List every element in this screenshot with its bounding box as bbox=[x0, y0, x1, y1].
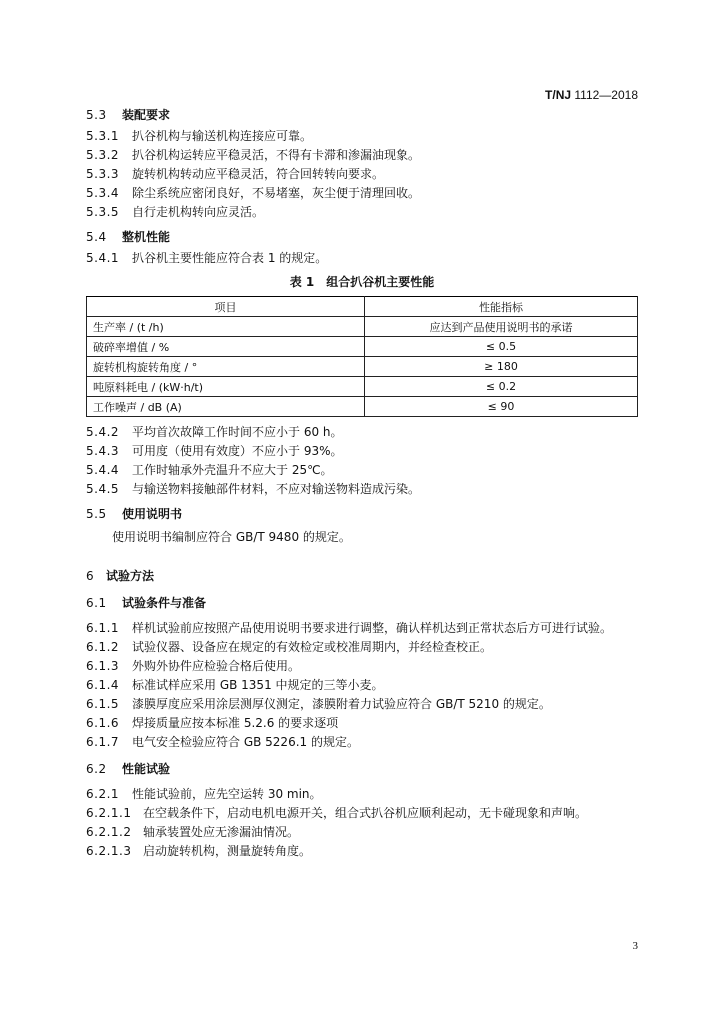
document-body bbox=[86, 106, 638, 861]
section-heading-6-2: 6.2 性能试验 bbox=[86, 762, 171, 776]
clause-6-2-1-1: 6.2.1.1 在空载条件下，启动电机电源开关，组合式扒谷机应顺利起动，无卡碰现象和声响。 bbox=[86, 806, 588, 820]
clause-5-3-1: 5.3.1 扒谷机构与输送机构连接应可靠。 bbox=[86, 129, 313, 143]
section-heading-5-4: 5.4 整机性能 bbox=[86, 230, 171, 244]
clause-5-5-text: 使用说明书编制应符合 GB/T 9480 的规定。 bbox=[112, 530, 351, 544]
clause-6-1-7: 6.1.7 电气安全检验应符合 GB 5226.1 的规定。 bbox=[86, 735, 359, 749]
performance-table bbox=[86, 296, 638, 417]
table-cell: 应达到产品使用说明书的承诺 bbox=[365, 317, 638, 337]
page-number: 3 bbox=[632, 940, 638, 952]
table-cell: 工作噪声 / dB (A) bbox=[87, 397, 365, 417]
clause-6-1-3: 6.1.3 外购外协件应检验合格后使用。 bbox=[86, 659, 301, 673]
clause-5-3-2: 5.3.2 扒谷机构运转应平稳灵活，不得有卡滞和渗漏油现象。 bbox=[86, 148, 421, 162]
clause-6-1-1: 6.1.1 样机试验前应按照产品使用说明书要求进行调整，确认样机达到正常状态后方可进行试验。 bbox=[86, 621, 613, 635]
clause-5-4-2: 5.4.2 平均首次故障工作时间不应小于 60 h。 bbox=[86, 425, 343, 439]
clause-6-2-1-2: 6.2.1.2 轴承装置处应无渗漏油情况。 bbox=[86, 825, 300, 839]
table-row bbox=[87, 317, 638, 337]
table-cell: ≥ 180 bbox=[365, 357, 638, 377]
clause-5-4-4: 5.4.4 工作时轴承外壳温升不应大于 25℃。 bbox=[86, 463, 333, 477]
table-cell: 旋转机构旋转角度 / ° bbox=[87, 357, 365, 377]
clause-5-4-5: 5.4.5 与输送物料接触部件材料，不应对输送物料造成污染。 bbox=[86, 482, 421, 496]
standard-code bbox=[545, 88, 638, 102]
table-row bbox=[87, 377, 638, 397]
table-cell: ≤ 0.5 bbox=[365, 337, 638, 357]
table-header-item: 项目 bbox=[87, 297, 365, 317]
table-header-row bbox=[87, 297, 638, 317]
clause-6-1-5: 6.1.5 漆膜厚度应采用涂层测厚仪测定，漆膜附着力试验应符合 GB/T 5210 的规定。 bbox=[86, 697, 551, 711]
table-cell: 吨原料耗电 / (kW·h/t) bbox=[87, 377, 365, 397]
clause-6-1-4: 6.1.4 标准试样应采用 GB 1351 中规定的三等小麦。 bbox=[86, 678, 384, 692]
clause-5-3-5: 5.3.5 自行走机构转向应灵活。 bbox=[86, 205, 265, 219]
table-cell: ≤ 0.2 bbox=[365, 377, 638, 397]
clause-5-4-1: 5.4.1 扒谷机主要性能应符合表 1 的规定。 bbox=[86, 251, 328, 265]
table-caption: 表 1 组合扒谷机主要性能 bbox=[289, 275, 435, 289]
table-row bbox=[87, 337, 638, 357]
section-heading-5-5: 5.5 使用说明书 bbox=[86, 507, 183, 521]
standard-prefix: T/NJ bbox=[545, 88, 572, 102]
clause-5-3-3: 5.3.3 旋转机构转动应平稳灵活，符合回转转向要求。 bbox=[86, 167, 385, 181]
section-heading-6-1: 6.1 试验条件与准备 bbox=[86, 596, 207, 610]
chapter-heading-6: 6 试验方法 bbox=[86, 569, 155, 583]
table-row bbox=[87, 357, 638, 377]
clause-5-4-3: 5.4.3 可用度（使用有效度）不应小于 93%。 bbox=[86, 444, 343, 458]
clause-6-2-1: 6.2.1 性能试验前，应先空运转 30 min。 bbox=[86, 787, 322, 801]
clause-6-2-1-3: 6.2.1.3 启动旋转机构，测量旋转角度。 bbox=[86, 844, 312, 858]
table-cell: 生产率 / (t /h) bbox=[87, 317, 365, 337]
table-header-index: 性能指标 bbox=[365, 297, 638, 317]
section-heading-5-3: 5.3 装配要求 bbox=[86, 108, 171, 122]
standard-number: 1112—2018 bbox=[574, 88, 638, 102]
table-cell: 破碎率增值 / % bbox=[87, 337, 365, 357]
table-row bbox=[87, 397, 638, 417]
clause-5-3-4: 5.3.4 除尘系统应密闭良好，不易堵塞，灰尘便于清理回收。 bbox=[86, 186, 421, 200]
table-cell: ≤ 90 bbox=[365, 397, 638, 417]
clause-6-1-6: 6.1.6 焊接质量应按本标准 5.2.6 的要求逐项 bbox=[86, 716, 339, 730]
clause-6-1-2: 6.1.2 试验仪器、设备应在规定的有效检定或校准周期内，并经检查校正。 bbox=[86, 640, 493, 654]
